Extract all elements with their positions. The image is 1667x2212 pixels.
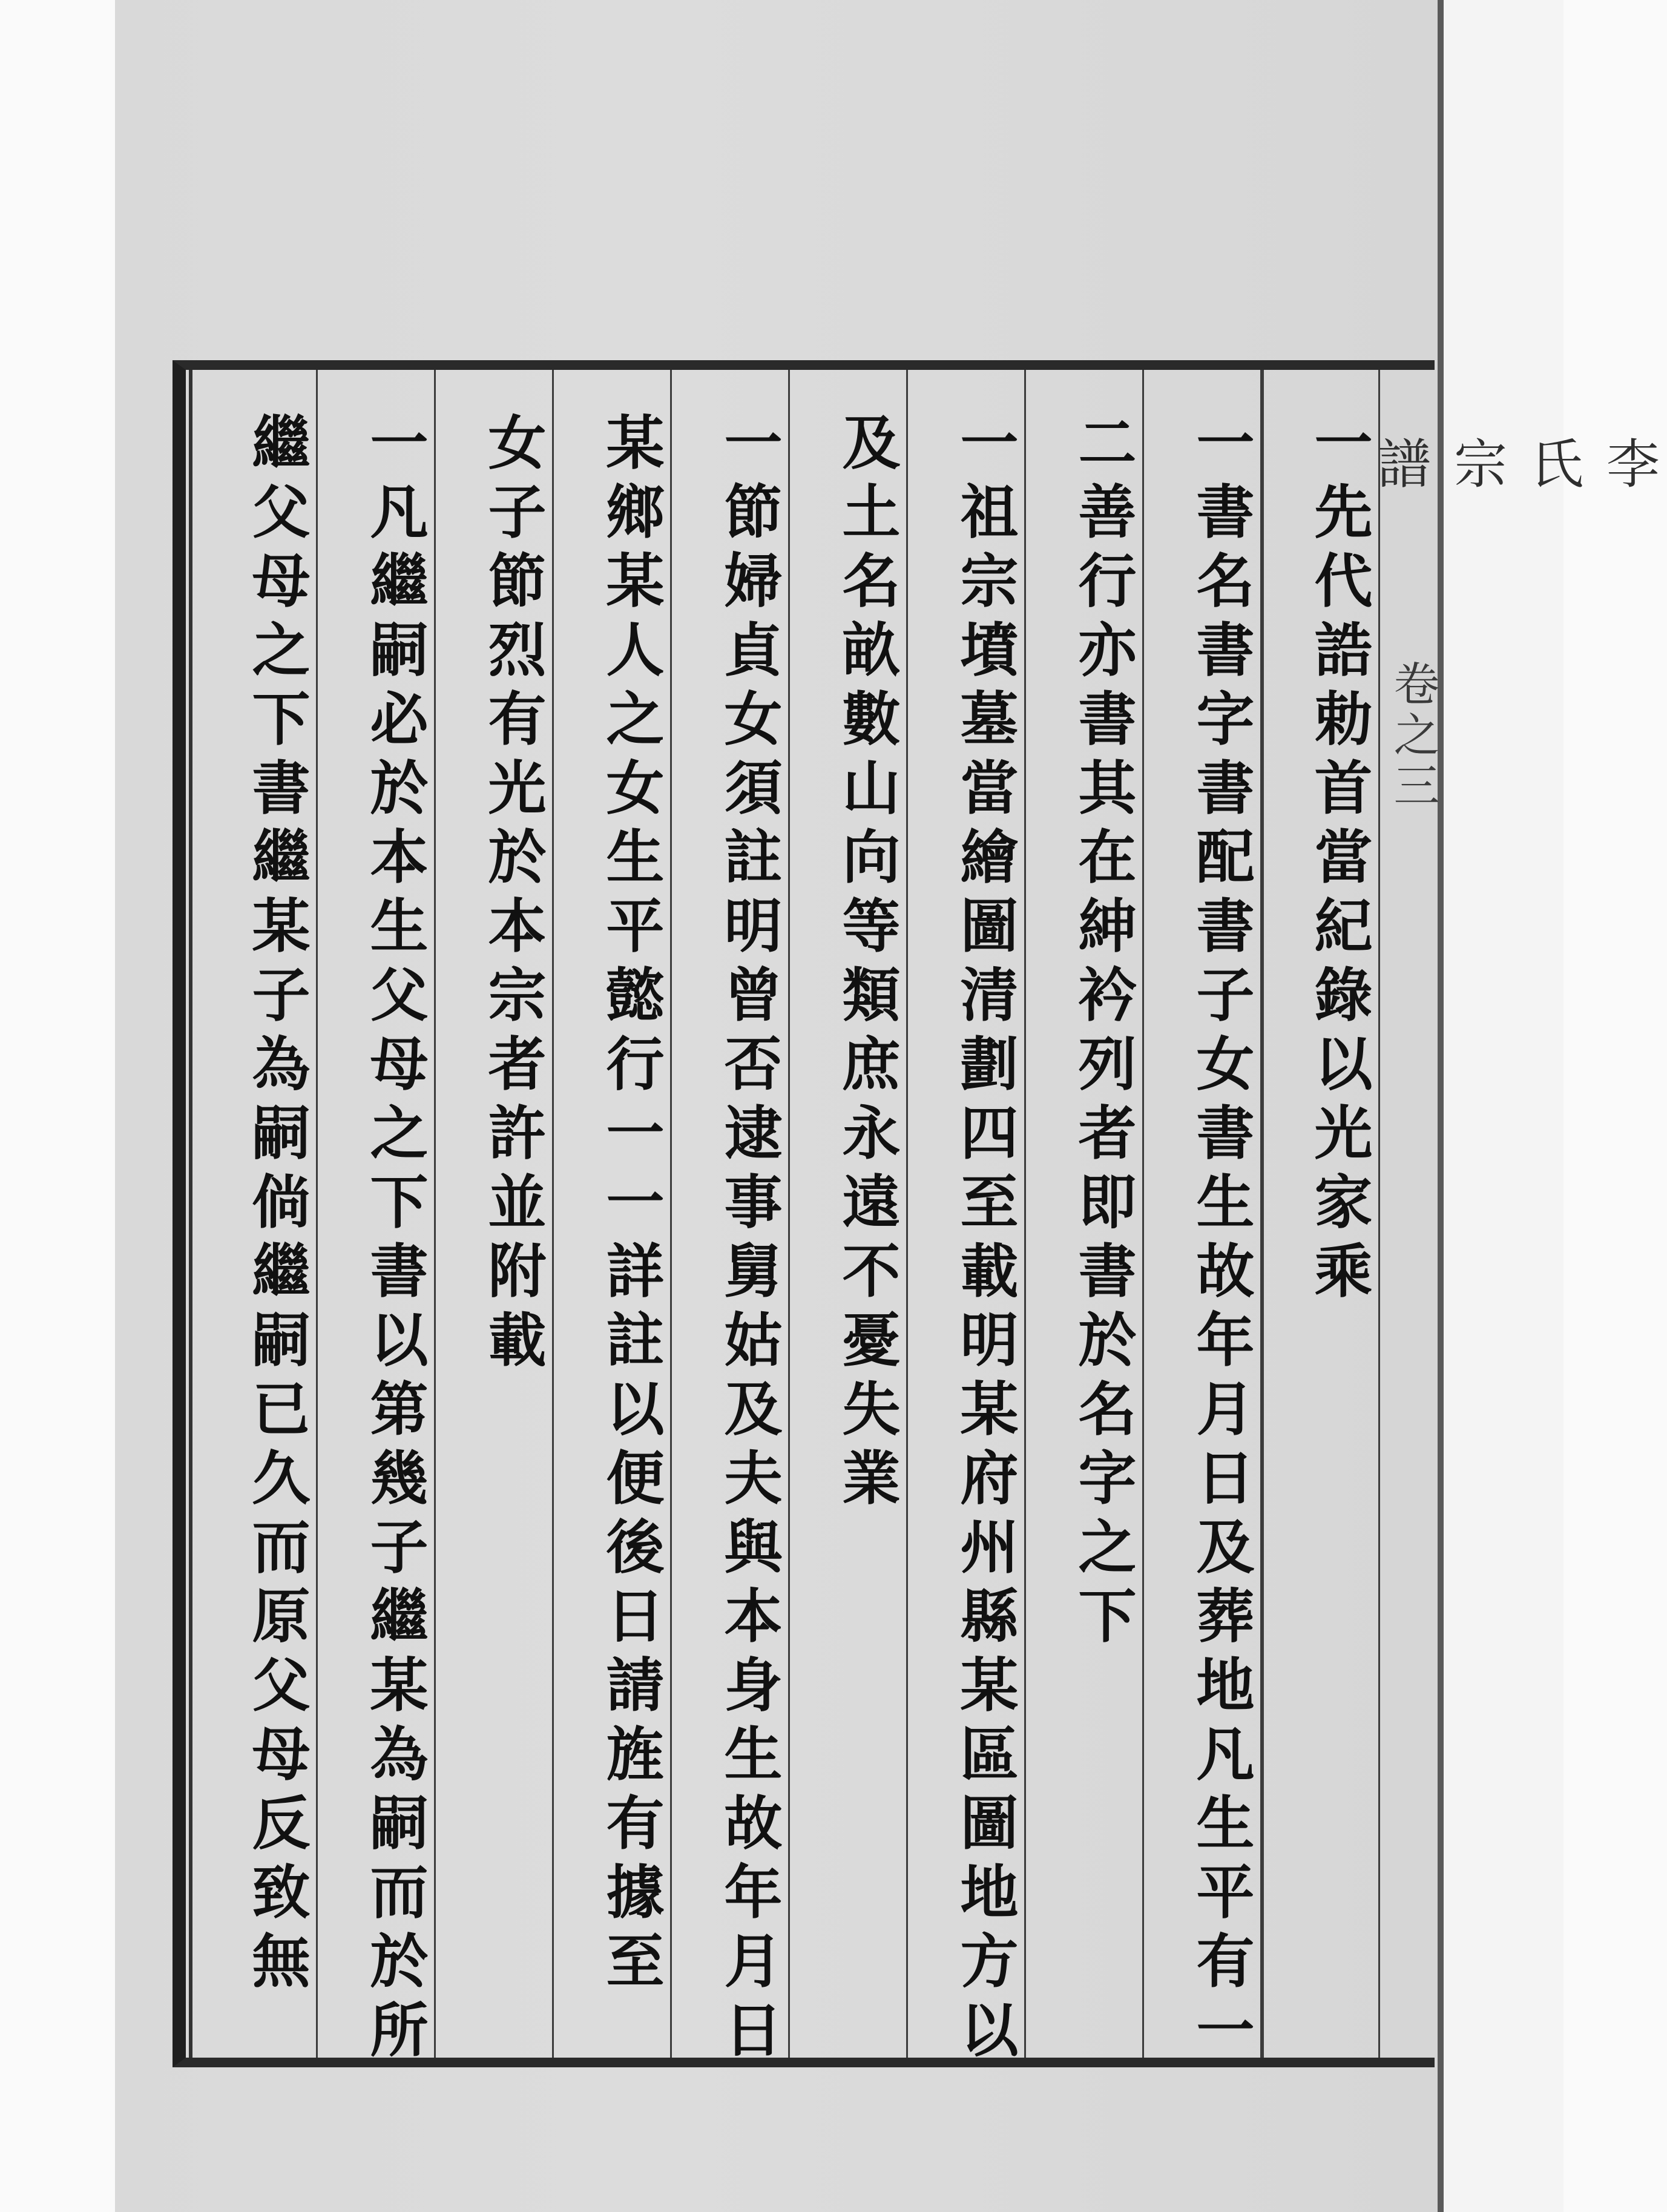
column-text: 一先代誥勅首當紀錄以光家乘 (1305, 412, 1373, 1309)
column-text: 某鄉某人之女生平懿行一一詳註以便後日請旌有據至 (597, 412, 665, 2000)
column-text: 繼父母之下書繼某子為嗣倘繼嗣已久而原父母反致無 (243, 412, 311, 2000)
column-text: 一凡繼嗣必於本生父母之下書以第幾子繼某為嗣而於所 (361, 412, 429, 2069)
header-title: 李氏宗譜 (1369, 436, 1660, 493)
header-volume: 卷之三 (1386, 660, 1440, 812)
text-column (1262, 370, 1380, 2058)
column-text: 一祖宗墳墓當繪圖清劃四至載明某府州縣某區圖地方以 (951, 412, 1019, 2069)
text-column (436, 370, 554, 2058)
text-column (1144, 370, 1262, 2069)
column-text: 及土名畝數山向等類庶永遠不憂失業 (833, 412, 901, 1516)
text-column (554, 370, 672, 2058)
column-text: 女子節烈有光於本宗者許並附載 (479, 412, 547, 1378)
text-column (790, 370, 908, 2058)
text-column (672, 370, 790, 2069)
column-text: 一書名書字書配書子女書生故年月日及葬地凡生平有一 (1187, 412, 1255, 2069)
column-text: 一節婦貞女須註明曾否逮事舅姑及夫與本身生故年月日 (715, 412, 783, 2069)
text-column (318, 370, 436, 2069)
text-column (1026, 370, 1144, 2058)
text-column (908, 370, 1026, 2069)
text-column (200, 370, 318, 2058)
column-text: 二善行亦書其在紳衿列者即書於名字之下 (1069, 412, 1137, 1654)
frame-inner-rule (189, 370, 192, 2058)
page-margin (1444, 0, 1563, 2212)
